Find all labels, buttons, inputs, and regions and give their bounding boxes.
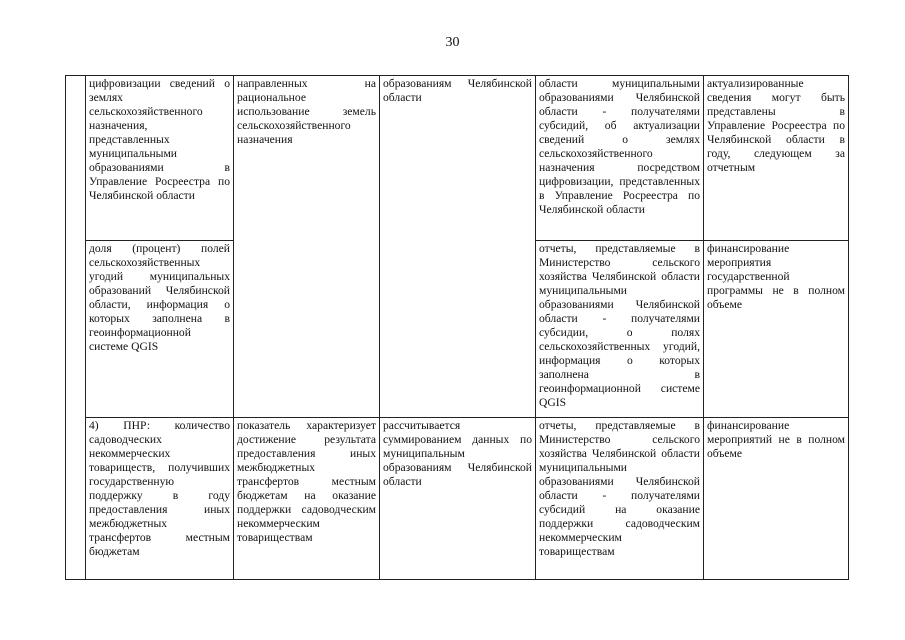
indicator-name-cell: 4) ПНР: количество садоводческих некоммерческих товариществ, получивших государственную поддержку в году предоставления иных межбюджетных трансфертов местным бюджетам — [86, 418, 234, 580]
indicator-table — [65, 75, 849, 580]
data-source-cell: отчеты, представляемые в Министерство сельского хозяйства Челябинской области муниципальными образованиями Челябинской области - получателями субсидии, о полях сельскохозяйственных угодий, информация о которых заполнена в геоинформационной системе QGIS — [536, 241, 704, 418]
risk-factor-cell: финансирование мероприятия государственной программы не в полном объеме — [704, 241, 849, 418]
calculation-method-cell: рассчитывается суммированием данных по муниципальным образованиям Челябинской области — [380, 418, 536, 580]
indicator-name-cell: цифровизации сведений о землях сельскохозяйственного назначения, представленных муниципальными образованиями в Управление Росреестра по Челябинской области — [86, 76, 234, 241]
page-number: 30 — [445, 35, 460, 50]
calculation-method-cell: образованиям Челябинской области — [380, 76, 536, 418]
table-row — [66, 76, 849, 241]
risk-factor-cell: финансирование мероприятий не в полном объеме — [704, 418, 849, 580]
indicator-name-cell: доля (процент) полей сельскохозяйственных угодий муниципальных образований Челябинской области, информация о которых заполнена в геоинформационной системе QGIS — [86, 241, 234, 418]
indicator-description-cell: показатель характеризует достижение результата предоставления иных межбюджетных трансфертов местным бюджетам на оказание поддержки садоводческим некоммерческим товариществам — [234, 418, 380, 580]
table-row — [66, 418, 849, 580]
indicator-description-cell: направленных на рациональное использование земель сельскохозяйственного назначения — [234, 76, 380, 418]
data-source-cell: области муниципальными образованиями Челябинской области - получателями субсидий, об актуализации сведений о землях сельскохозяйственного назначения посредством цифровизации, представленных в Управление Росреестра по Челябинской области — [536, 76, 704, 241]
data-source-cell: отчеты, представляемые в Министерство сельского хозяйства Челябинской области муниципальными образованиями Челябинской области - получателями субсидий на оказание поддержки садоводческим некоммерческим товариществам — [536, 418, 704, 580]
number-column-cell — [66, 76, 86, 580]
risk-factor-cell: актуализированные сведения могут быть представлены в Управление Росреестра по Челябинской области в году, следующем за отчетным — [704, 76, 849, 241]
